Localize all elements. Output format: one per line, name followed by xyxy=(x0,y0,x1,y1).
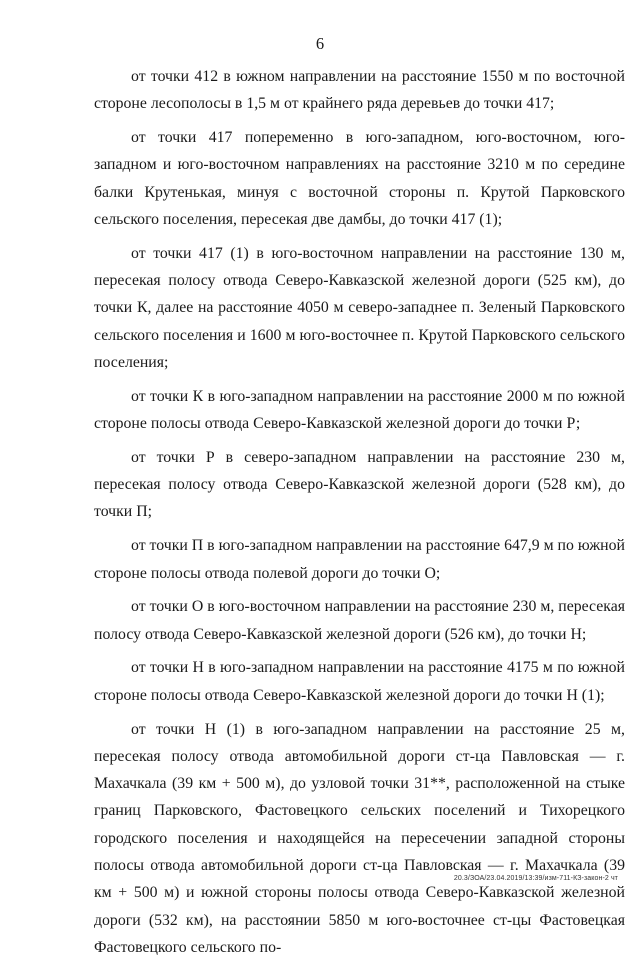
paragraph-3: от точки 417 (1) в юго-восточном направлении на расстояние 130 м, пересекая полосу отвода Северо-Кавказской железной дороги (525 км), до точки К, далее на расстояние 4050 м северо-западнее п. Зеленый Парковского сельского поселения и 1600 м юго-восточнее п. Крутой Парковского сельского поселения; xyxy=(94,244,625,371)
document-body xyxy=(94,63,625,968)
paragraph-2: от точки 417 попеременно в юго-западном, юго-восточном, юго-западном и юго-восточном направлениях на расстояние 3210 м по середине балки Крутенькая, минуя с восточной стороны п. Крутой Парковского сельского поселения, пересекая две дамбы, до точки 417 (1); xyxy=(94,129,625,228)
document-footer-code: 20.3/ЗОА/23.04.2019/13:39/изм-711-КЗ-закон-2 чт xyxy=(453,875,618,882)
paragraph-7: от точки О в юго-восточном направлении на расстояние 230 м, пересекая полосу отвода Северо-Кавказской железной дороги (526 км), до точки Н; xyxy=(94,598,625,643)
paragraph-8: от точки Н в юго-западном направлении на расстояние 4175 м по южной стороне полосы отвода Северо-Кавказской железной дороги до точки Н (1); xyxy=(94,659,625,704)
paragraph-9: от точки Н (1) в юго-западном направлении на расстояние 25 м, пересекая полосу отвода автомобильной дороги ст-ца Павловская — г. Махачкала (39 км + 500 м), до узловой точки 31**, расположенной на стыке границ Парковского, Фастовецкого сельских поселений и Тихорецкого городского поселения и находящейся на пересечении западной стороны полосы отвода автомобильной дороги ст-ца Павловская — г. Махачкала (39 км + 500 м) и южной стороны полосы отвода Северо-Кавказской железной дороги (532 км), на расстоянии 5850 м юго-восточнее ст-цы Фастовецкая Фастовецкого сельского по- xyxy=(94,720,625,956)
paragraph-4: от точки К в юго-западном направлении на расстояние 2000 м по южной стороне полосы отвода Северо-Кавказской железной дороги до точки Р; xyxy=(94,387,625,433)
page-number: 6 xyxy=(315,34,325,53)
paragraph-1: от точки 412 в южном направлении на расстояние 1550 м по восточной стороне лесополосы в 1,5 м от крайнего ряда деревьев до точки 417; xyxy=(94,68,625,113)
paragraph-6: от точки П в юго-западном направлении на расстояние 647,9 м по южной стороне полосы отвода полевой дороги до точки О; xyxy=(94,537,625,582)
paragraph-5: от точки Р в северо-западном направлении на расстояние 230 м, пересекая полосу отвода Северо-Кавказской железной дороги (528 км), до точки П; xyxy=(94,448,625,521)
